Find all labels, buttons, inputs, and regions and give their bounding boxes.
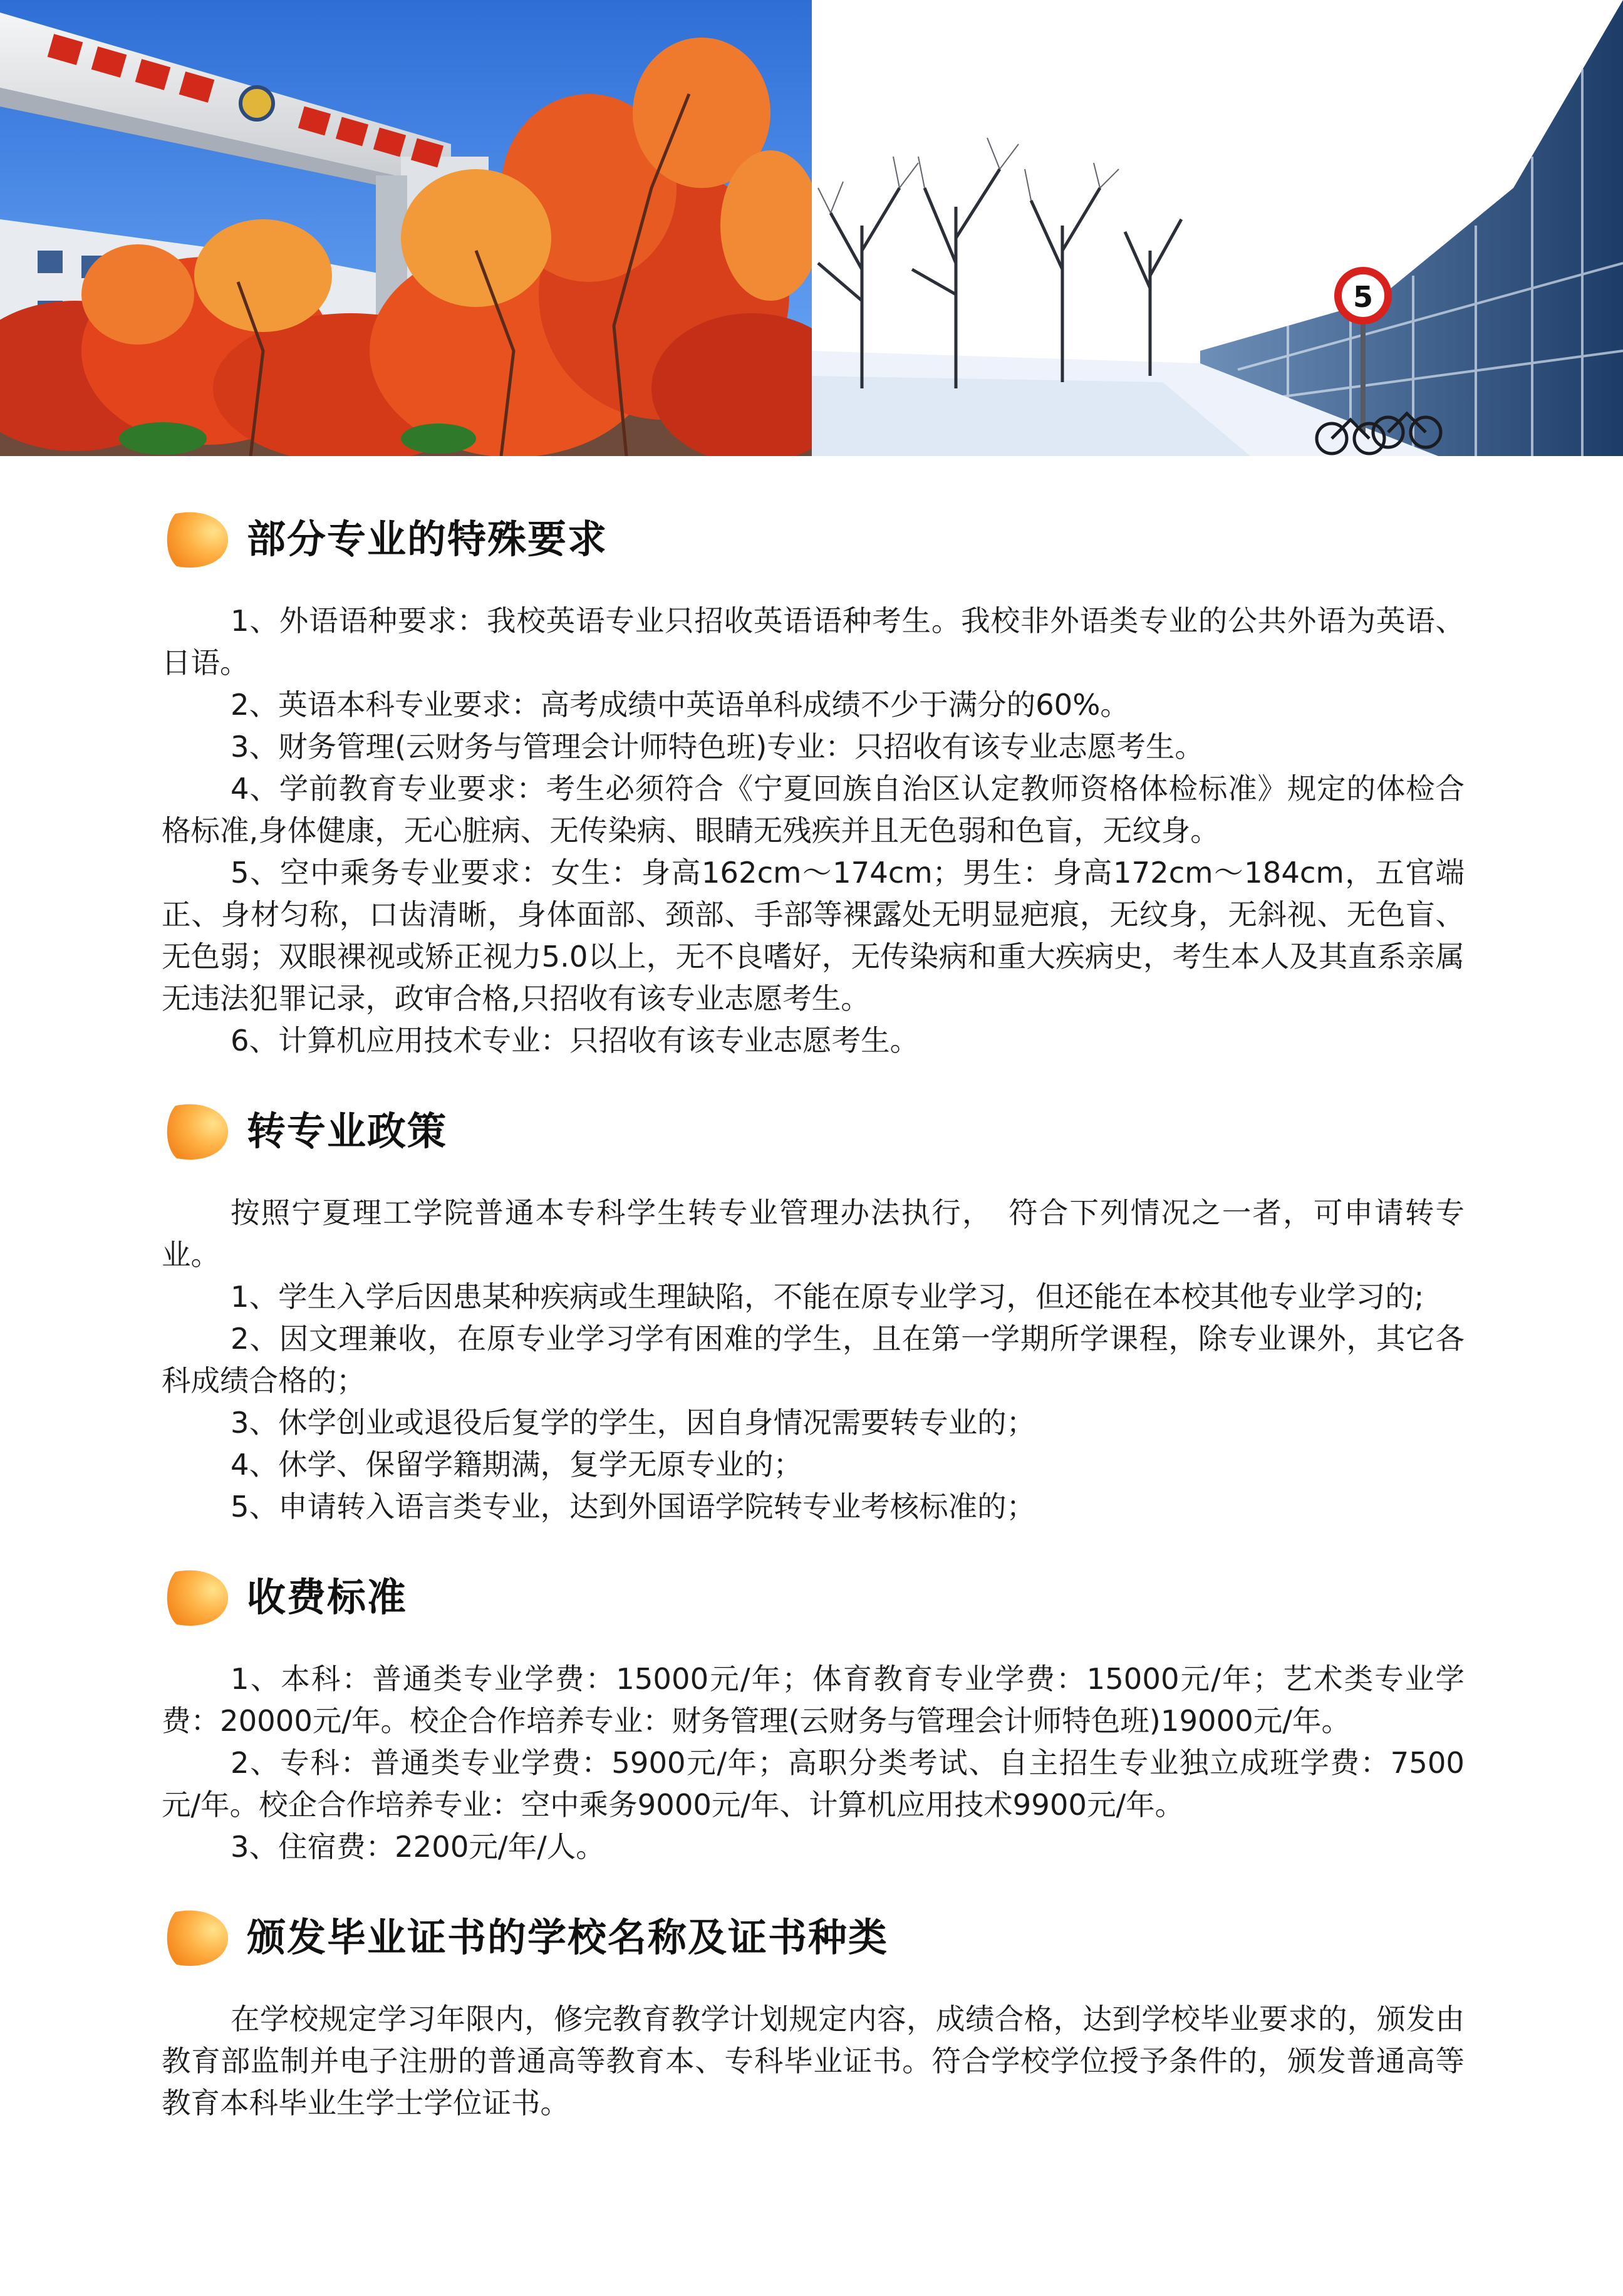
section-paragraph: 2、因文理兼收，在原专业学习学有困难的学生，且在第一学期所学课程，除专业课外，其它各科成绩合格的； xyxy=(162,1322,1465,1398)
section-paragraph: 5、申请转入语言类专业，达到外国语学院转专业考核标准的； xyxy=(231,1490,1036,1524)
campus-gate-image xyxy=(0,0,812,456)
section-paragraph: 3、休学创业或退役后复学的学生，因自身情况需要转专业的； xyxy=(231,1406,1036,1440)
section-header xyxy=(162,1892,1465,1980)
section-paragraph: 1、学生入学后因患某种疾病或生理缺陷，不能在原专业学习，但还能在本校其他专业学习的; xyxy=(231,1280,1424,1314)
section-paragraph: 1、本科：普通类专业学费：15000元/年；体育教育专业学费：15000元/年；艺术类专业学费：20000元/年。校企合作培养专业：财务管理(云财务与管理会计师特色班)19000元/年。 xyxy=(162,1662,1465,1738)
section-paragraph: 在学校规定学习年限内，修完教育教学计划规定内容，成绩合格，达到学校毕业要求的，颁发由教育部监制并电子注册的普通高等教育本、专科毕业证书。符合学校学位授予条件的，颁发普通高等教育本科毕业生学士学位证书。 xyxy=(162,2002,1465,2120)
section-diploma xyxy=(162,1892,1465,2124)
section-title: 转专业政策 xyxy=(247,1108,448,1154)
section-paragraph: 4、休学、保留学籍期满，复学无原专业的； xyxy=(231,1448,803,1482)
section-paragraph: 按照宁夏理工学院普通本专科学生转专业管理办法执行， 符合下列情况之一者，可申请转专业。 xyxy=(162,1196,1465,1272)
section-bullet-icon xyxy=(162,1568,231,1628)
section-transfer-policy xyxy=(162,1086,1465,1528)
section-header xyxy=(162,1086,1465,1173)
snowy-campus-photo xyxy=(812,0,1623,456)
section-paragraph: 3、财务管理(云财务与管理会计师特色班)专业：只招收有该专业志愿考生。 xyxy=(231,730,1204,764)
section-paragraph: 2、专科：普通类专业学费：5900元/年；高职分类考试、自主招生专业独立成班学费：7500元/年。校企合作培养专业：空中乘务9000元/年、计算机应用技术9900元/年。 xyxy=(162,1746,1465,1822)
section-title: 颁发毕业证书的学校名称及证书种类 xyxy=(247,1914,889,1960)
section-fees xyxy=(162,1552,1465,1868)
section-paragraph: 4、学前教育专业要求：考生必须符合《宁夏回族自治区认定教师资格体检标准》规定的体检合格标准,身体健康，无心脏病、无传染病、眼睛无残疾并且无色弱和色盲，无纹身。 xyxy=(162,772,1465,848)
section-paragraph: 6、计算机应用技术专业：只招收有该专业志愿考生。 xyxy=(231,1024,920,1057)
speed-sign-number: 5 xyxy=(1352,280,1374,314)
section-title: 收费标准 xyxy=(247,1574,408,1620)
section-paragraph: 1、外语语种要求：我校英语专业只招收英语语种考生。我校非外语类专业的公共外语为英语、日语。 xyxy=(162,604,1465,680)
section-bullet-icon xyxy=(162,1908,231,1968)
header-photo-row xyxy=(0,0,1623,456)
campus-gate-photo xyxy=(0,0,812,456)
section-header xyxy=(162,494,1465,581)
section-special-requirements xyxy=(162,494,1465,1062)
admission-content xyxy=(162,482,1465,2124)
section-paragraph: 5、空中乘务专业要求：女生：身高162cm～174cm；男生：身高172cm～184cm，五官端正、身材匀称，口齿清晰，身体面部、颈部、手部等裸露处无明显疤痕，无纹身，无斜视、无色盲、无色弱；双眼裸视或矫正视力5.0以上，无不良嗜好，无传染病和重大疾病史，考生本人及其直系亲属无违法犯罪记录，政审合格,只招收有该专业志愿考生。 xyxy=(162,856,1465,1016)
section-bullet-icon xyxy=(162,510,231,570)
section-header xyxy=(162,1552,1465,1639)
section-paragraph: 3、住宿费：2200元/年/人。 xyxy=(231,1830,605,1864)
section-paragraph: 2、英语本科专业要求：高考成绩中英语单科成绩不少于满分的60%。 xyxy=(231,688,1129,722)
section-title: 部分专业的特殊要求 xyxy=(247,516,608,562)
section-bullet-icon xyxy=(162,1102,231,1162)
snowy-campus-image xyxy=(812,0,1623,456)
